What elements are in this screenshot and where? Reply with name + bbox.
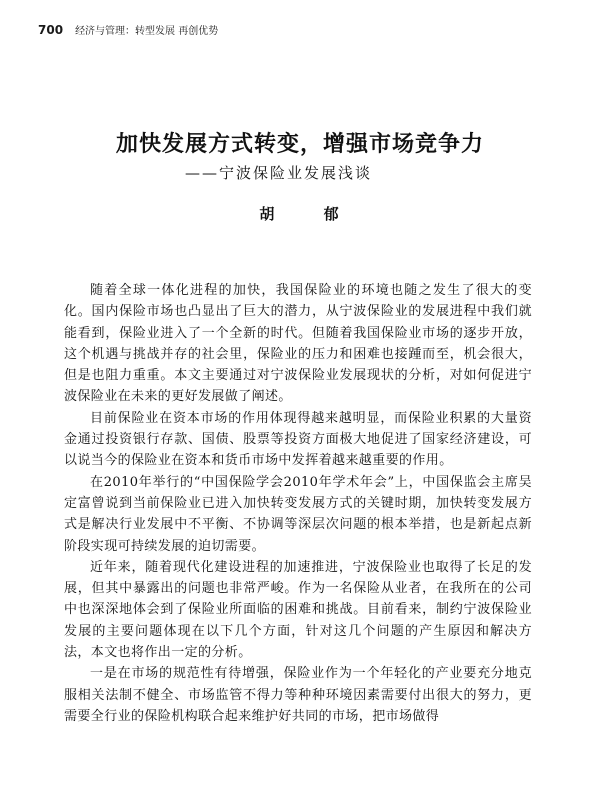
article-title: 加快发展方式转变，增强市场竞争力 — [115, 131, 484, 157]
article-body — [64, 280, 532, 727]
paragraph-capital-market: 目前保险业在资本市场的作用体现得越来越明显，而保险业积累的大量资金通过投资银行存款、国债、股票等投资方面极大地促进了国家经济建设，可以说当今的保险业在资本和货币市场中发挥着越来越重要的作用。 — [64, 410, 532, 469]
page-number: 700 — [38, 23, 64, 37]
article-author: 胡 郁 — [259, 205, 361, 223]
paragraph-recent-years: 近年来，随着现代化建设进程的加速推进，宁波保险业也取得了长足的发展，但其中暴露出的问题也非常严峻。作为一名保险从业者，在我所在的公司中也深深地体会到了保险业所面临的困难和挑战。目前看来，制约宁波保险业发展的主要问题体现在以下几个方面，针对这几个问题的产生原因和解决方法，本文也将作出一定的分析。 — [64, 559, 532, 661]
paragraph-annual-meeting: 在2010年举行的“中国保险学会2010年学术年会”上，中国保监会主席吴定富曾说到当前保险业已进入加快转变发展方式的关键时期，加快转变发展方式是解决行业发展中不平衡、不协调等深层次问题的根本举措，也是新起点新阶段实现可持续发展的迫切需要。 — [64, 474, 532, 554]
paragraph-market-norms: 一是在市场的规范性有待增强，保险业作为一个年轻化的产业要充分地克服相关法制不健全、市场监管不得力等种种环境因素需要付出很大的努力，更需要全行业的保险机构联合起来维护好共同的市场，把市场做得 — [64, 666, 532, 724]
paragraph-abstract: 随着全球一体化进程的加快，我国保险业的环境也随之发生了很大的变化。国内保险市场也凸显出了巨大的潜力，从宁波保险业的发展进程中我们就能看到，保险业进入了一个全新的时代。但随着我国保险业市场的逐步开放，这个机遇与挑战并存的社会里，保险业的压力和困难也接踵而至，机会很大，但是也阻力重重。本文主要通过对宁波保险业发展现状的分析，对如何促进宁波保险业在未来的更好发展做了阐述。 — [64, 283, 532, 405]
running-header — [38, 22, 218, 37]
running-title: 经济与管理：转型发展 再创优势 — [75, 26, 219, 37]
article-subtitle: ——宁波保险业发展浅谈 — [185, 164, 373, 182]
